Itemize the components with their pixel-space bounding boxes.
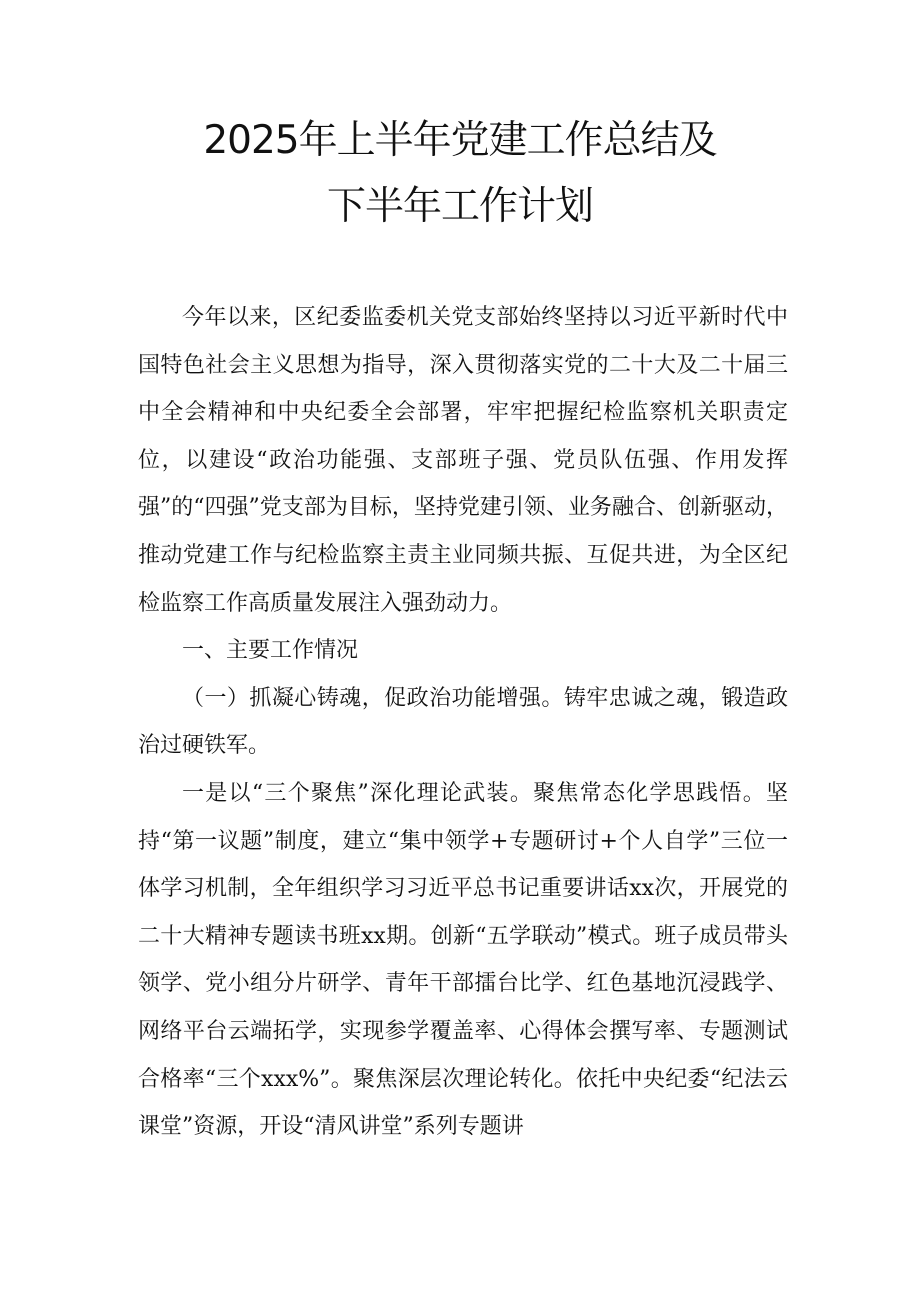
document-title-line1: 2025年上半年党建工作总结及: [203, 118, 717, 163]
document-title-line2: 下半年工作计划: [326, 184, 593, 229]
section-heading: 一、主要工作情况: [182, 638, 359, 664]
document-body: [138, 294, 788, 1151]
subsection-heading: （一）抓凝心铸魂，促政治功能增强。铸牢忠诚之魂，锻造政治过硬铁军。: [138, 685, 788, 759]
paragraph-intro: 今年以来，区纪委监委机关党支部始终坚持以习近平新时代中国特色社会主义思想为指导，深入贯彻落实党的二十大及二十届三中全会精神和中央纪委全会部署，牢牢把握纪检监察机关职责定位，以建设“政治功能强、支部班子强、党员队伍强、作用发挥强”的“四强”党支部为目标，坚持党建引领、业务融合、创新驱动，推动党建工作与纪检监察主责主业同频共振、互促共进，为全区纪检监察工作高质量发展注入强劲动力。: [138, 305, 788, 616]
paragraph-point-one: 一是以“三个聚焦”深化理论武装。聚焦常态化学思践悟。坚持“第一议题”制度，建立“集中领学+专题研讨+个人自学”三位一体学习机制，全年组织学习习近平总书记重要讲话xx次，开展党的二十大精神专题读书班xx期。创新“五学联动”模式。班子成员带头领学、党小组分片研学、青年干部擂台比学、红色基地沉浸践学、网络平台云端拓学，实现参学覆盖率、心得体会撰写率、专题测试合格率“三个xxx%”。聚焦深层次理论转化。依托中央纪委“纪法云课堂”资源，开设“清风讲堂”系列专题讲: [138, 780, 788, 1140]
